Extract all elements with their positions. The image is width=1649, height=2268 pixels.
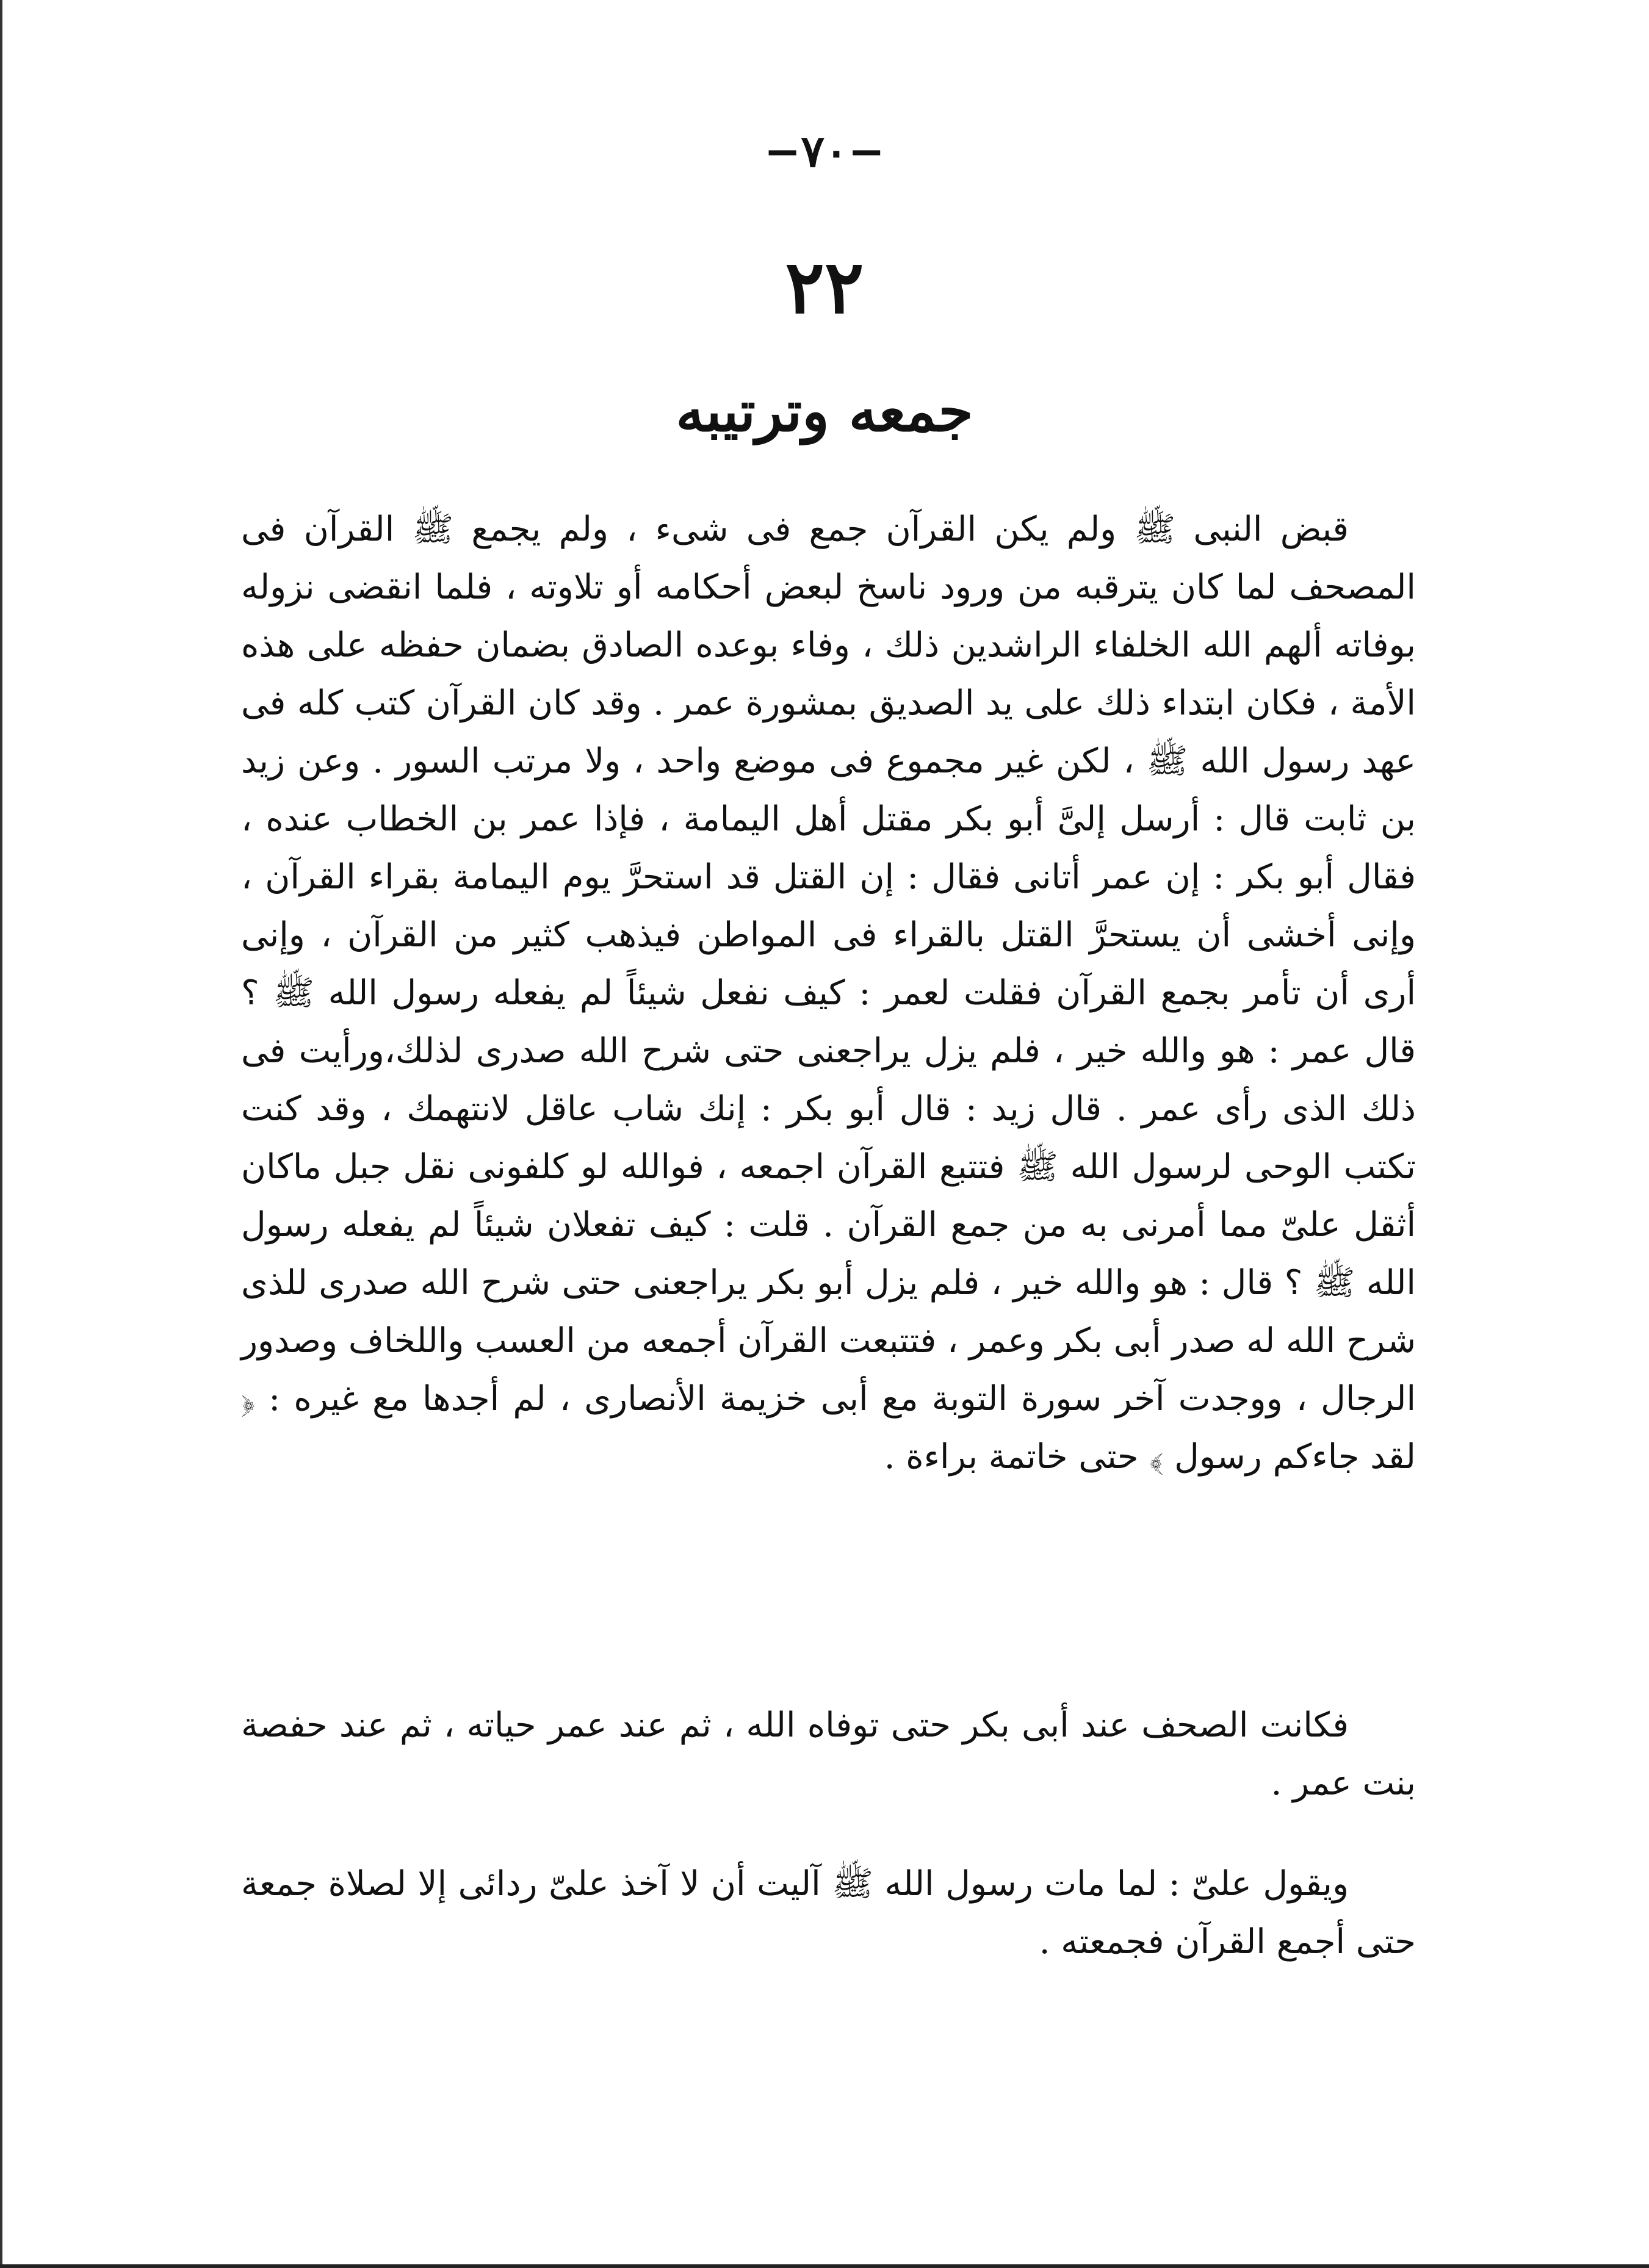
scan-edge-left: [0, 0, 2, 2268]
page-number: −٧٠−: [764, 125, 885, 177]
body-text-block-1: [241, 500, 1416, 1486]
paragraph-2: فكانت الصحف عند أبى بكر حتى توفاه الله ، ثم عند عمر حياته ، ثم عند حفصة بنت عمر .: [241, 1705, 1416, 1803]
body-text-block-2: [241, 1696, 1416, 1812]
paragraph-3: ويقول علىّ : لما مات رسول الله ﷺ آليت أن لا آخذ علىّ ردائى إلا لصلاة جمعة حتى أجمع القرآن فجمعته .: [241, 1864, 1416, 1962]
scan-edge-bottom: [0, 2264, 1649, 2268]
chapter-number: ٢٢: [785, 244, 864, 330]
body-text-block-3: [241, 1855, 1416, 1971]
chapter-title: جمعه وترتيبه: [676, 378, 973, 444]
paragraph-1: قبض النبى ﷺ ولم يكن القرآن جمع فى شىء ، ولم يجمع ﷺ القرآن فى المصحف لما كان يترقبه من ورود ناسخ لبعض أحكامه أو تلاوته ، فلما انقضى نزوله بوفاته ألهم الله الخلفاء الراشدين ذلك ، وفاء بوعده الصادق بضمان حفظه على هذه الأمة ، فكان ابتداء ذلك على يد الصديق بمشورة عمر . وقد كان القرآن كتب كله فى عهد رسول الله ﷺ ، لكن غير مجموع فى موضع واحد ، ولا مرتب السور . وعن زيد بن ثابت قال : أرسل إلىَّ أبو بكر مقتل أهل اليمامة ، فإذا عمر بن الخطاب عنده ، فقال أبو بكر : إن عمر أتانى فقال : إن القتل قد استحرَّ يوم اليمامة بقراء القرآن ، وإنى أخشى أن يستحرَّ القتل بالقراء فى المواطن فيذهب كثير من القرآن ، وإنى أرى أن تأمر بجمع القرآن فقلت لعمر : كيف نفعل شيئاً لم يفعله رسول الله ﷺ ؟ قال عمر : هو والله خير ، فلم يزل يراجعنى حتى شرح الله صدرى لذلك،ورأيت فى ذلك الذى رأى عمر . قال زيد : قال أبو بكر : إنك شاب عاقل لانتهمك ، وقد كنت تكتب الوحى لرسول الله ﷺ فتتبع القرآن اجمعه ، فوالله لو كلفونى نقل جبل ماكان أثقل علىّ مما أمرنى به من جمع القرآن . قلت : كيف تفعلان شيئاً لم يفعله رسول الله ﷺ ؟ قال : هو والله خير ، فلم يزل أبو بكر يراجعنى حتى شرح الله صدرى للذى شرح الله له صدر أبى بكر وعمر ، فتتبعت القرآن أجمعه من العسب واللخاف وصدور الرجال ، ووجدت آخر سورة التوبة مع أبى خزيمة الأنصارى ، لم أجدها مع غيره : ﴿ لقد جاءكم رسول ﴾ حتى خاتمة براءة .: [241, 509, 1416, 1477]
